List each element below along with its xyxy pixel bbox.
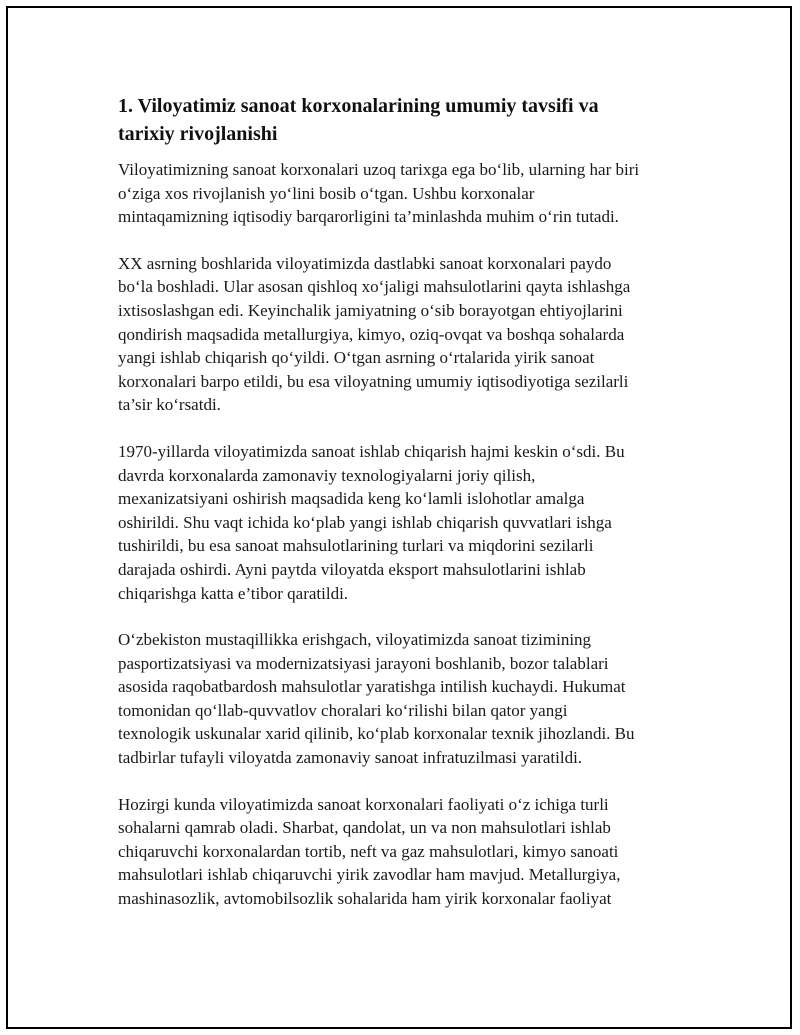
paragraph	[118, 793, 693, 911]
paragraph-line: bo‘la boshladi. Ular asosan qishloq xo‘jaligi mahsulotlarini qayta ishlashga	[118, 277, 631, 297]
paragraph-line: asosida raqobatbardosh mahsulotlar yaratishga intilish kuchaydi. Hukumat	[118, 677, 626, 697]
paragraph-line: qondirish maqsadida metallurgiya, kimyo, oziq-ovqat va boshqa sohalarda	[118, 324, 625, 344]
section-heading	[118, 92, 693, 148]
paragraph-line: tushirildi, bu esa sanoat mahsulotlarining turlari va miqdorini sezilarli	[118, 536, 594, 556]
paragraph-line: mahsulotlari ishlab chiqaruvchi yirik zavodlar ham mavjud. Metallurgiya,	[118, 865, 621, 885]
paragraph-line: ta’sir ko‘rsatdi.	[118, 395, 221, 415]
heading-line: 1. Viloyatimiz sanoat korxonalarining umumiy tavsifi va	[118, 95, 599, 117]
paragraph-line: sohalarni qamrab oladi. Sharbat, qandolat, un va non mahsulotlari ishlab	[118, 818, 611, 838]
paragraph-line: tomonidan qo‘llab-quvvatlov choralari ko‘rilishi bilan qator yangi	[118, 700, 568, 720]
paragraph-line: mashinasozlik, avtomobilsozlik sohalarida ham yirik korxonalar faoliyat	[118, 889, 612, 909]
paragraph-line: mintaqamizning iqtisodiy barqarorligini ta’minlashda muhim o‘rin tutadi.	[118, 207, 619, 227]
paragraph-line: Hozirgi kunda viloyatimizda sanoat korxonalari faoliyati o‘z ichiga turli	[118, 794, 609, 814]
paragraph	[118, 252, 693, 417]
paragraph-line: chiqaruvchi korxonalardan tortib, neft va gaz mahsulotlari, kimyo sanoati	[118, 841, 619, 861]
paragraph-line: texnologik uskunalar xarid qilinib, ko‘plab korxonalar texnik jihozlandi. Bu	[118, 724, 635, 744]
paragraph-line: tadbirlar tufayli viloyatda zamonaviy sanoat infratuzilmasi yaratildi.	[118, 748, 583, 768]
paragraph-line: XX asrning boshlarida viloyatimizda dastlabki sanoat korxonalari paydo	[118, 253, 612, 273]
paragraph-line: chiqarishga katta e’tibor qaratildi.	[118, 583, 349, 603]
paragraph-line: ixtisoslashgan edi. Keyinchalik jamiyatning o‘sib borayotgan ehtiyojlarini	[118, 300, 623, 320]
paragraph-line: darajada oshirdi. Ayni paytda viloyatda eksport mahsulotlarini ishlab	[118, 559, 586, 579]
paragraph-line: 1970-yillarda viloyatimizda sanoat ishlab chiqarish hajmi keskin o‘sdi. Bu	[118, 441, 625, 461]
paragraph-line: o‘ziga xos rivojlanish yo‘lini bosib o‘tgan. Ushbu korxonalar	[118, 183, 535, 203]
paragraph	[118, 158, 693, 229]
paragraph-line: pasportizatsiyasi va modernizatsiyasi jarayoni boshlanib, bozor talablari	[118, 653, 609, 673]
paragraph-line: korxonalari barpo etildi, bu esa viloyatning umumiy iqtisodiyotiga sezilarli	[118, 371, 629, 391]
paragraph-line: mexanizatsiyani oshirish maqsadida keng ko‘lamli islohotlar amalga	[118, 489, 585, 509]
heading-line: tarixiy rivojlanishi	[118, 123, 278, 145]
document-body	[118, 92, 693, 934]
paragraph-line: oshirildi. Shu vaqt ichida ko‘plab yangi ishlab chiqarish quvvatlari ishga	[118, 512, 612, 532]
paragraph-line: yangi ishlab chiqarish qo‘yildi. O‘tgan asrning o‘rtalarida yirik sanoat	[118, 348, 595, 368]
paragraph-line: davrda korxonalarda zamonaviy texnologiyalarni joriy qilish,	[118, 465, 536, 485]
paragraph	[118, 440, 693, 605]
paragraph	[118, 628, 693, 770]
paragraph-line: O‘zbekiston mustaqillikka erishgach, viloyatimizda sanoat tizimining	[118, 630, 592, 650]
paragraph-line: Viloyatimizning sanoat korxonalari uzoq tarixga ega bo‘lib, ularning har biri	[118, 160, 640, 179]
